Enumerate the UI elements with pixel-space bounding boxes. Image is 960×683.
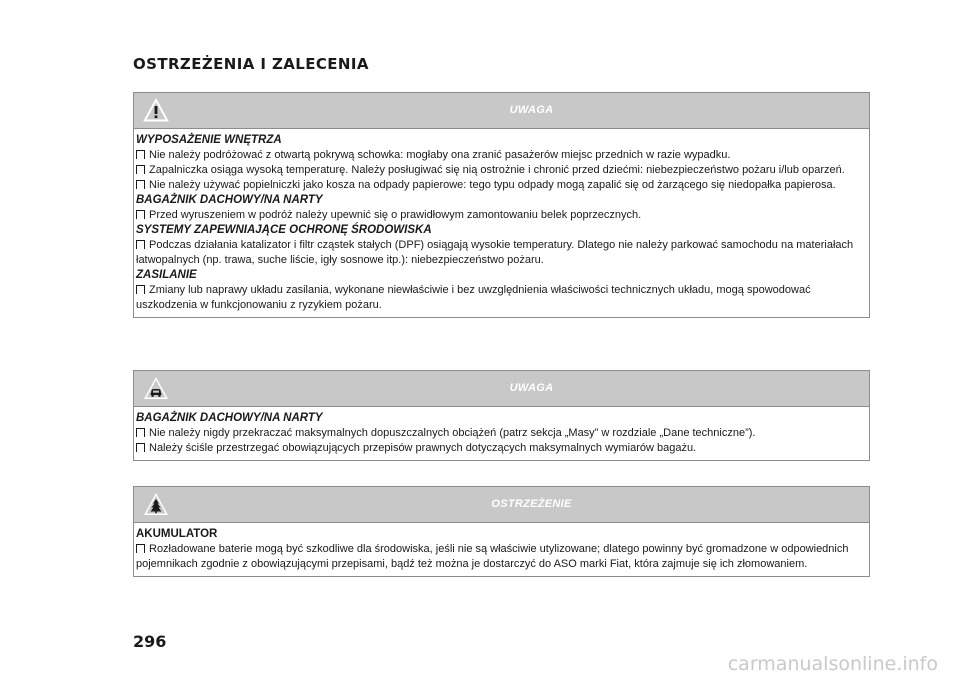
- bullet-icon: [136, 165, 145, 174]
- bullet-icon: [136, 285, 145, 294]
- list-item: Nie należy używać popielniczki jako kosza na odpady papierowe: tego typu odpady mogą zapalić się od żarzącego się niedopałka papierosa.: [136, 178, 867, 193]
- box-header-label: UWAGA: [509, 104, 554, 116]
- box-header-label: UWAGA: [509, 382, 554, 394]
- section-heading: WYPOSAŻENIE WNĘTRZA: [136, 134, 282, 146]
- box-body: [134, 407, 869, 460]
- bullet-icon: [136, 150, 145, 159]
- watermark: carmanualsonline.info: [727, 653, 938, 675]
- section-heading: BAGAŻNIK DACHOWY/NA NARTY: [136, 412, 323, 424]
- warning-box-1: [133, 92, 870, 318]
- box-header: [134, 371, 869, 407]
- bullet-icon: [136, 544, 145, 553]
- environment-box: [133, 486, 870, 577]
- page-number: 296: [133, 632, 167, 651]
- list-item: Zapalniczka osiąga wysoką temperaturę. Należy posługiwać się nią ostrożnie i chronić przed dziećmi: niebezpieczeństwo pożaru i/lub oparzeń.: [136, 163, 867, 178]
- bullet-icon: [136, 180, 145, 189]
- bullet-icon: [136, 240, 145, 249]
- list-item: Rozładowane baterie mogą być szkodliwe dla środowiska, jeśli nie są właściwie utylizowane; dlatego powinny być gromadzone w odpowiednich pojemnikach zgodnie z obowiązującymi przepisami, bądź też można je dostarczyć do ASO marki Fiat, która zajmuje się ich złomowaniem.: [136, 543, 849, 570]
- list-item: Nie należy podróżować z otwartą pokrywą schowka: mogłaby ona zranić pasażerów miejsc przednich w razie wypadku.: [136, 148, 867, 163]
- section-heading: AKUMULATOR: [136, 528, 218, 540]
- list-item: Należy ściśle przestrzegać obowiązujących przepisów prawnych dotyczących maksymalnych wymiarów bagażu.: [136, 441, 867, 456]
- bullet-icon: [136, 428, 145, 437]
- section-heading: SYSTEMY ZAPEWNIAJĄCE OCHRONĘ ŚRODOWISKA: [136, 224, 432, 236]
- section-heading: BAGAŻNIK DACHOWY/NA NARTY: [136, 194, 323, 206]
- box-header: [134, 487, 869, 523]
- page-title: OSTRZEŻENIA I ZALECENIA: [133, 55, 369, 73]
- list-item: Przed wyruszeniem w podróż należy upewnić się o prawidłowym zamontowaniu belek poprzecznych.: [136, 208, 867, 223]
- bullet-icon: [136, 210, 145, 219]
- list-item: Nie należy nigdy przekraczać maksymalnych dopuszczalnych obciążeń (patrz sekcja „Masy” w rozdziale „Dane techniczne”).: [136, 426, 867, 441]
- box-header: [134, 93, 869, 129]
- list-item: Podczas działania katalizator i filtr cząstek stałych (DPF) osiągają wysokie temperatury. Dlatego nie należy parkować samochodu na materiałach łatwopalnych (np. trawa, suche liście, igły sosnowe itp.): niebezpieczeństwo pożaru.: [136, 239, 854, 266]
- box-body: [134, 129, 869, 317]
- box-body: [134, 523, 869, 576]
- section-heading: ZASILANIE: [136, 269, 197, 281]
- warning-box-2: [133, 370, 870, 461]
- box-header-label: OSTRZEŻENIE: [491, 498, 572, 510]
- bullet-icon: [136, 443, 145, 452]
- list-item: Zmiany lub naprawy układu zasilania, wykonane niewłaściwie i bez uwzględnienia właściwości technicznych układu, mogą spowodować uszkodzenia w funkcjonowaniu z ryzykiem pożaru.: [136, 284, 811, 311]
